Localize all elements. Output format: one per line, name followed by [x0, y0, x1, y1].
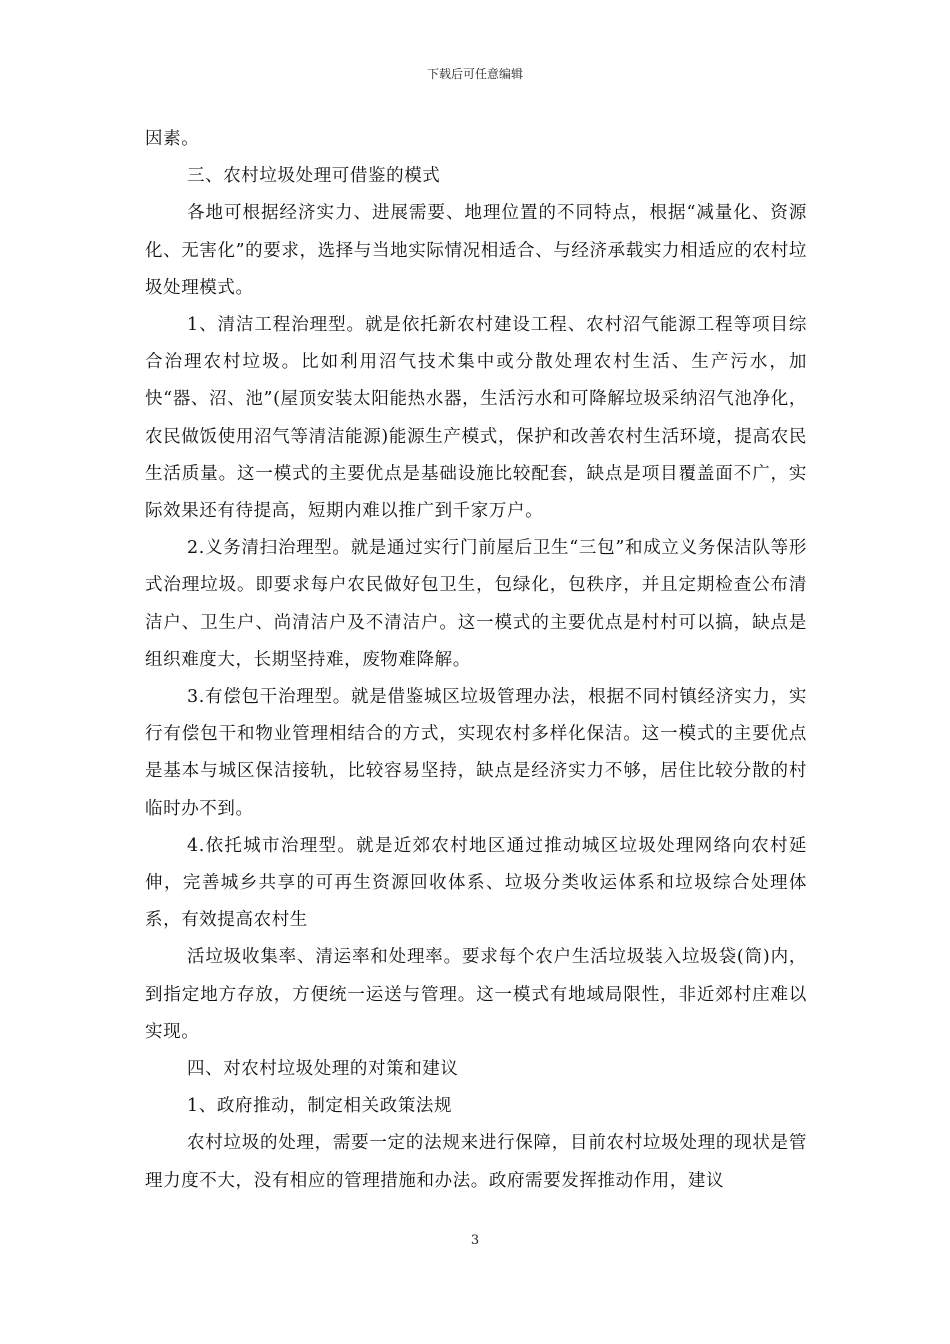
page-number: 3 [470, 1233, 480, 1248]
paragraph: 3.有偿包干治理型。就是借鉴城区垃圾管理办法，根据不同村镇经济实力，实行有偿包干和物业管理相结合的方式，实现农村多样化保洁。这一模式的主要优点是基本与城区保洁接轨，比较容易坚持，缺点是经济实力不够，居住比较分散的村临时办不到。 [145, 687, 807, 819]
subsection-heading: 1、政府推动，制定相关政策法规 [187, 1096, 453, 1117]
paragraph: 2.义务清扫治理型。就是通过实行门前屋后卫生“三包”和成立义务保洁队等形式治理垃圾。即要求每户农民做好包卫生，包绿化，包秩序，并且定期检查公布清洁户、卫生户、尚清洁户及不清洁户。这一模式的主要优点是村村可以搞，缺点是组织难度大，长期坚持难，废物难降解。 [145, 538, 807, 670]
page-header: 下载后可任意编辑 [426, 67, 523, 81]
paragraph: 农村垃圾的处理，需要一定的法规来进行保障，目前农村垃圾处理的现状是管理力度不大，没有相应的管理措施和办法。政府需要发挥推动作用，建议 [145, 1133, 807, 1191]
paragraph: 1、清洁工程治理型。就是依托新农村建设工程、农村沼气能源工程等项目综合治理农村垃圾。比如利用沼气技术集中或分散处理农村生活、生产污水，加快“器、沼、池”(屋顶安装太阳能热水器，生活污水和可降解垃圾采纳沼气池净化，农民做饭使用沼气等清洁能源)能源生产模式，保护和改善农村生活环境，提高农民生活质量。这一模式的主要优点是基础设施比较配套，缺点是项目覆盖面不广，实际效果还有待提高，短期内难以推广到千家万户。 [145, 315, 807, 522]
paragraph: 因素。 [145, 129, 200, 149]
section-heading: 四、对农村垃圾处理的对策和建议 [187, 1059, 459, 1080]
paragraph: 各地可根据经济实力、进展需要、地理位置的不同特点，根据“减量化、资源化、无害化”的要求，选择与当地实际情况相适合、与经济承载实力相适应的农村垃圾处理模式。 [145, 203, 807, 298]
section-heading: 三、农村垃圾处理可借鉴的模式 [187, 166, 441, 187]
document-body [145, 121, 807, 1200]
paragraph: 4.依托城市治理型。就是近郊农村地区通过推动城区垃圾处理网络向农村延伸，完善城乡共享的可再生资源回收体系、垃圾分类收运体系和垃圾综合处理体系，有效提高农村生 [145, 835, 807, 931]
paragraph: 活垃圾收集率、清运率和处理率。要求每个农户生活垃圾装入垃圾袋(筒)内，到指定地方存放，方便统一运送与管理。这一模式有地域局限性，非近郊村庄难以实现。 [145, 947, 807, 1042]
